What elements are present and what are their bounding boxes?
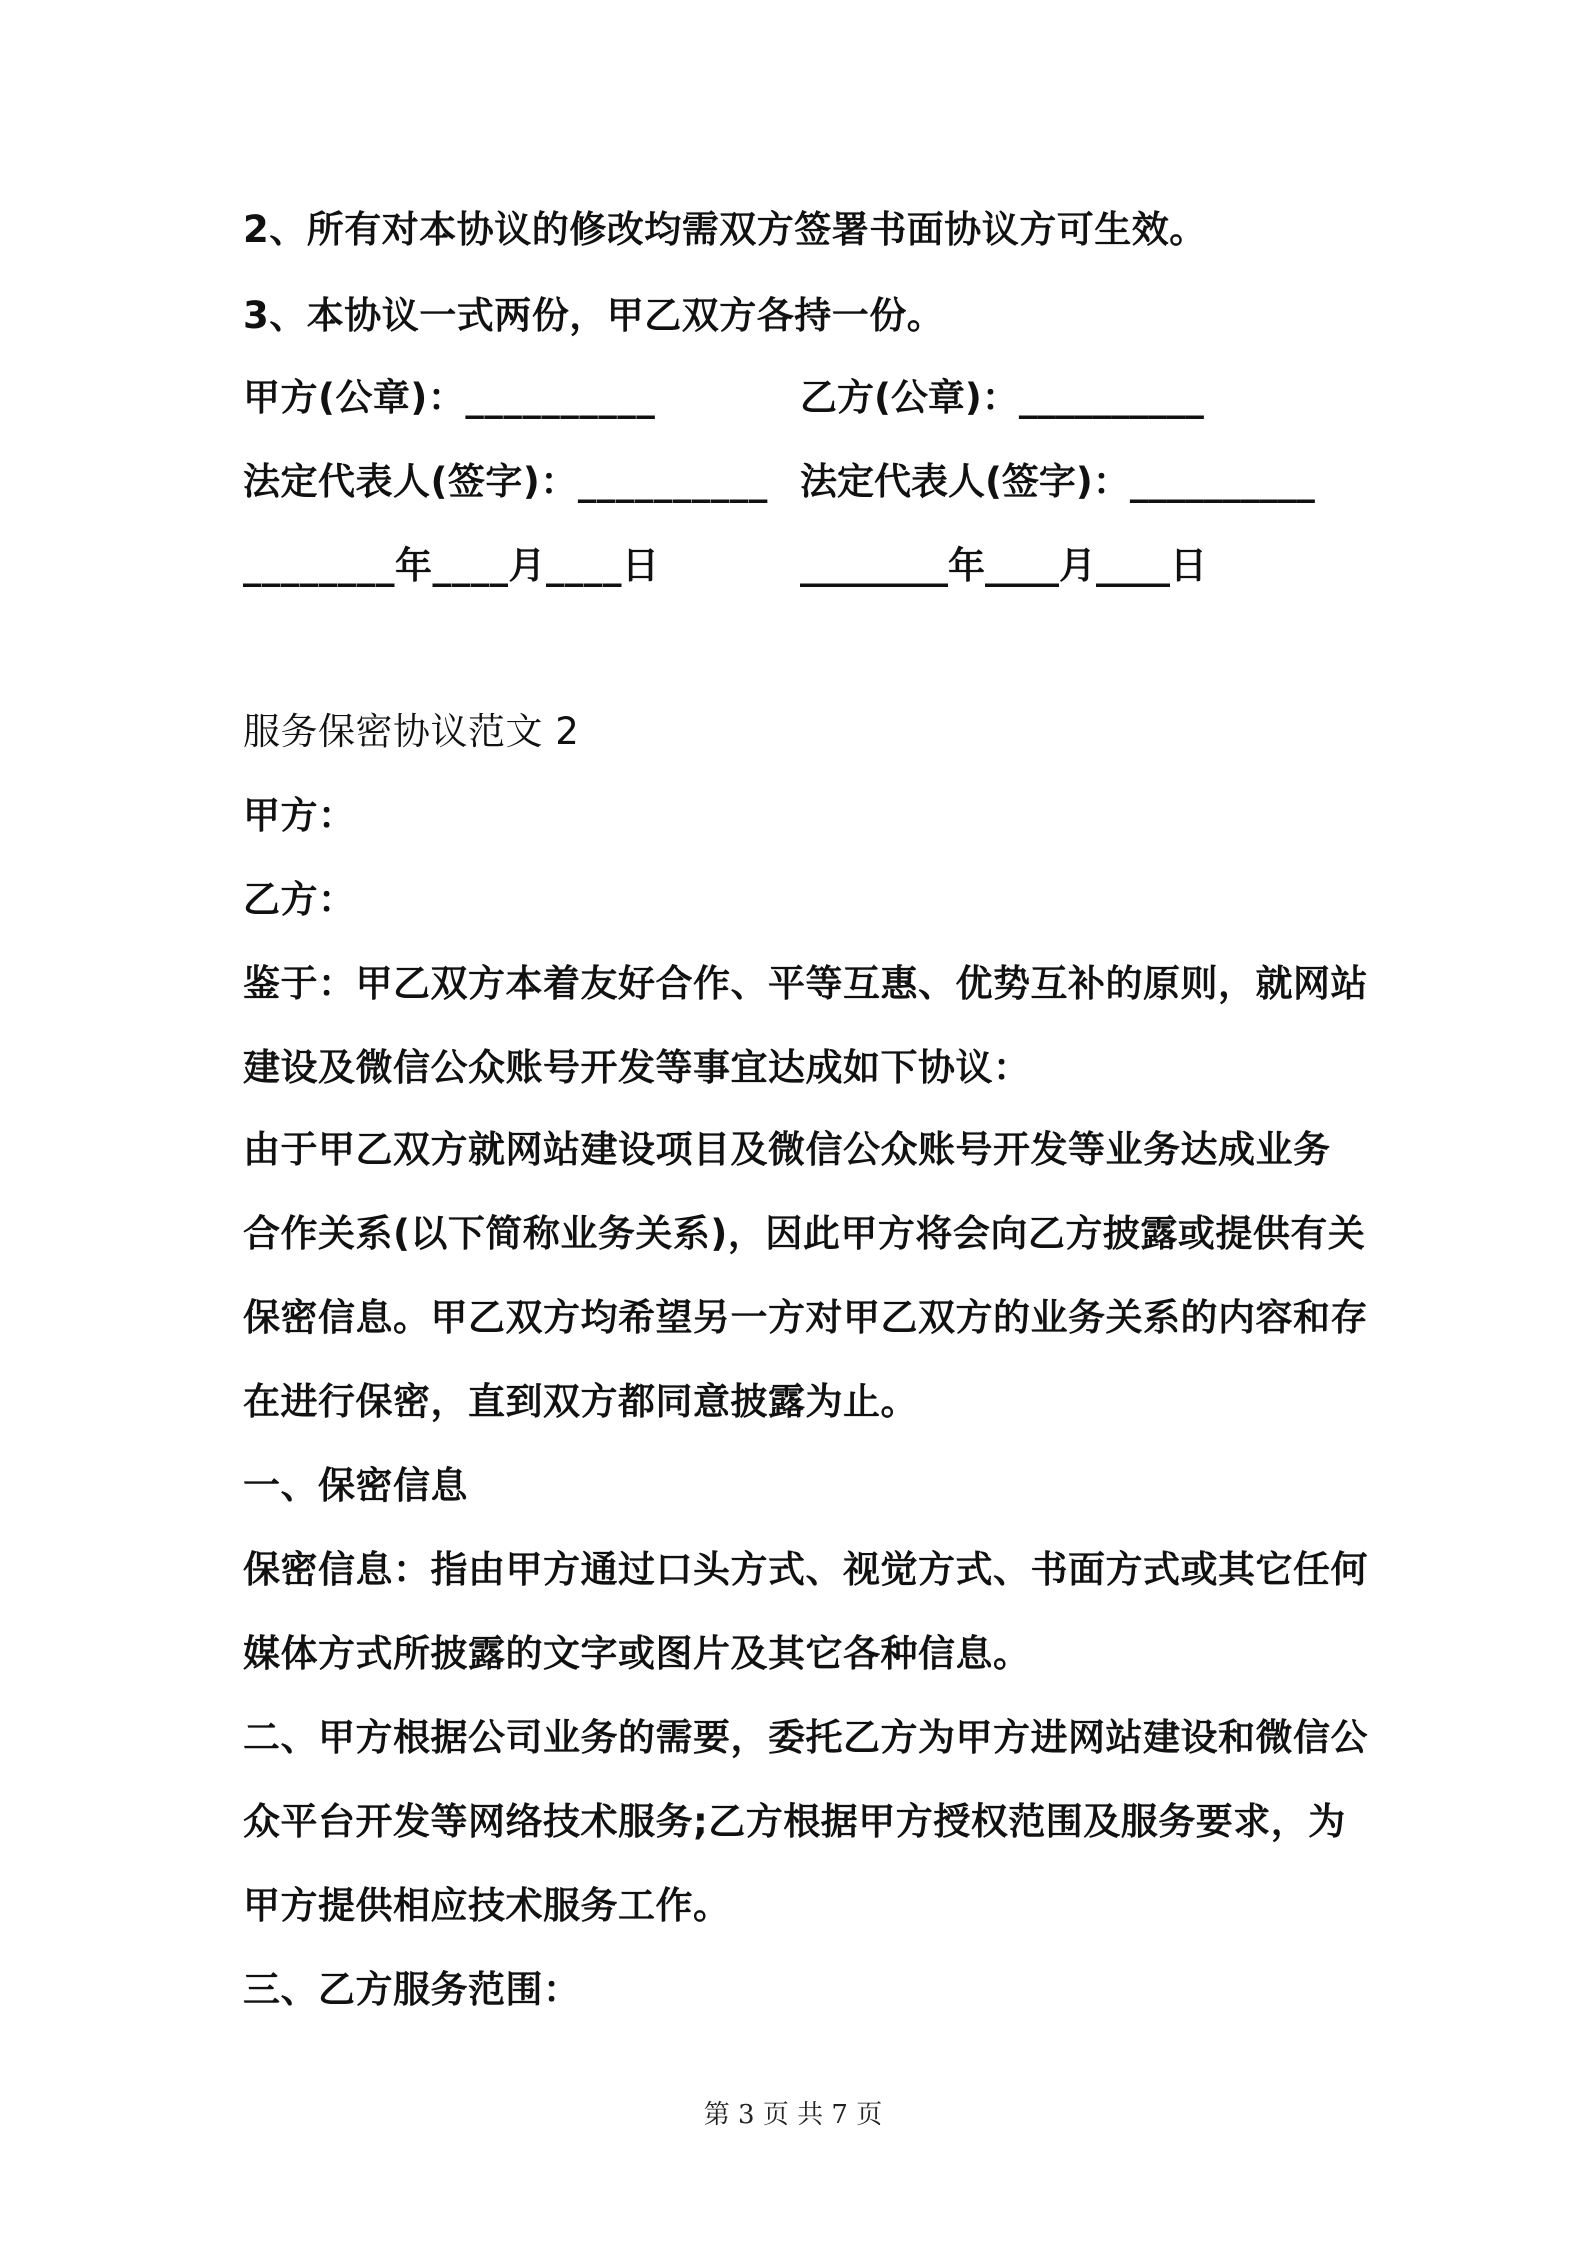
party-a-rep-line: 法定代表人(签字)：__________ [243,460,768,503]
party-b-date-line: ________年____月____日 [800,544,1207,587]
clause-two-line-1: 二、甲方根据公司业务的需要，委托乙方为甲方进网站建设和微信公 [243,1716,1368,1759]
party-b-label: 乙方： [243,878,356,921]
heading-confidential-info: 一、保密信息 [243,1464,468,1507]
clause-two-line-3: 甲方提供相应技术服务工作。 [243,1884,731,1927]
definition-line-2: 媒体方式所披露的文字或图片及其它各种信息。 [243,1632,1031,1675]
party-b-rep-line: 法定代表人(签字)：__________ [800,460,1315,503]
intro-line-2: 合作关系(以下简称业务关系)，因此甲方将会向乙方披露或提供有关 [243,1212,1366,1255]
whereas-line-1: 鉴于：甲乙双方本着友好合作、平等互惠、优势互补的原则，就网站 [243,962,1368,1005]
intro-line-3: 保密信息。甲乙双方均希望另一方对甲乙双方的业务关系的内容和存 [243,1296,1368,1339]
clause-2: 2、所有对本协议的修改均需双方签署书面协议方可生效。 [243,208,1207,251]
party-b-seal-line: 乙方(公章)：__________ [800,376,1204,419]
section-title: 服务保密协议范文 2 [243,710,580,753]
intro-line-4: 在进行保密，直到双方都同意披露为止。 [243,1380,918,1423]
party-a-label: 甲方： [243,794,356,837]
whereas-line-2: 建设及微信公众账号开发等事宜达成如下协议： [243,1046,1031,1089]
party-a-seal-line: 甲方(公章)：__________ [243,376,656,419]
party-a-date-line: ________年____月____日 [243,544,660,587]
heading-service-scope: 三、乙方服务范围： [243,1968,581,2011]
intro-line-1: 由于甲乙双方就网站建设项目及微信公众账号开发等业务达成业务 [243,1128,1331,1171]
definition-line-1: 保密信息：指由甲方通过口头方式、视觉方式、书面方式或其它任何 [243,1548,1368,1591]
clause-two-line-2: 众平台开发等网络技术服务;乙方根据甲方授权范围及服务要求，为 [243,1800,1346,1843]
clause-3: 3、本协议一式两份，甲乙双方各持一份。 [243,294,945,337]
page-number-footer: 第 3 页 共 7 页 [703,2100,883,2130]
